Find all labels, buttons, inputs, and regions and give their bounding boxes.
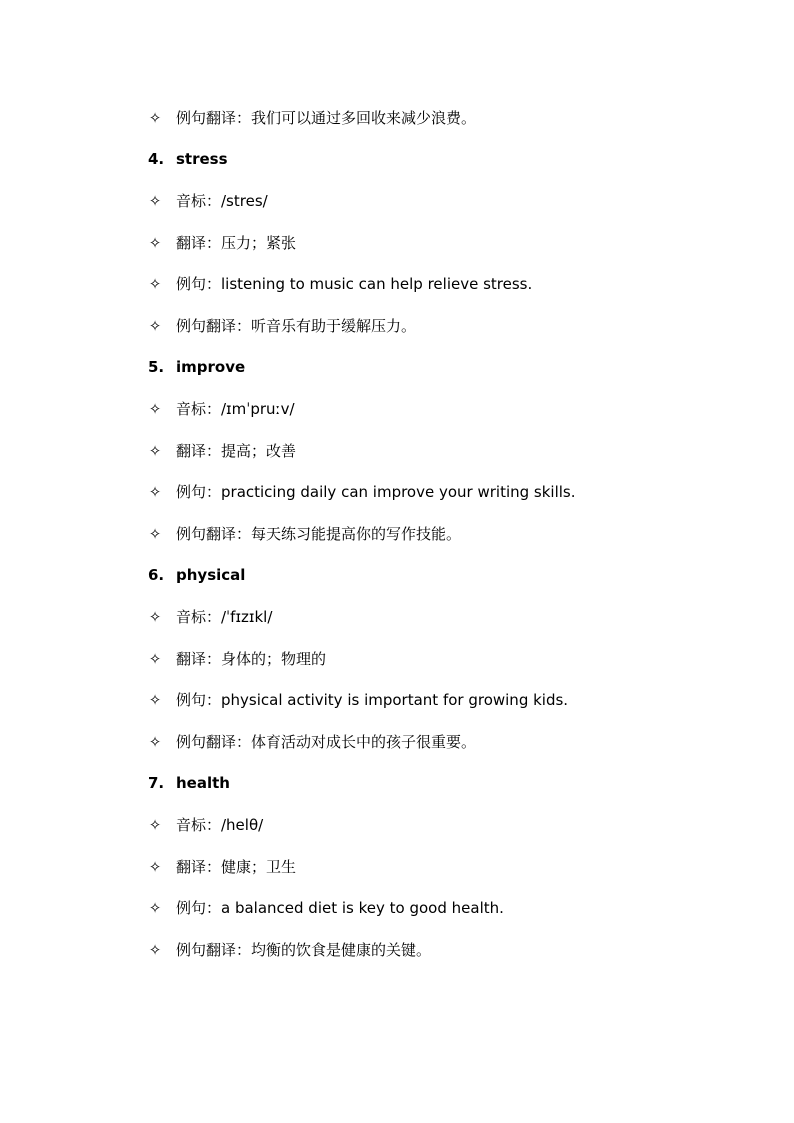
list-item [0,105,794,131]
entry-example: 例句：listening to music can help relieve stress. [176,275,533,293]
diamond-star-icon: ✧ [148,650,162,668]
list-item [0,646,794,672]
entry-translation: 翻译：健康；卫生 [176,858,297,876]
diamond-star-icon: ✧ [148,109,162,127]
entry-translation: 翻译：提高；改善 [176,442,297,460]
entry-phonetic: 音标：/ˈfɪzɪkl/ [176,608,273,626]
entry-heading [0,146,794,172]
entry-phonetic: 音标：/stres/ [176,192,268,210]
example-translation: 例句翻译：均衡的饮食是健康的关键。 [176,941,432,959]
entry-word: health [176,774,230,792]
list-item [0,812,794,838]
list-item [0,230,794,256]
list-item [0,937,794,963]
list-item [0,396,794,422]
entry-example: 例句：physical activity is important for growing kids. [176,691,569,709]
list-item [0,188,794,214]
example-translation: 例句翻译：我们可以通过多回收来减少浪费。 [176,109,477,127]
list-item [0,521,794,547]
example-translation: 例句翻译：体育活动对成长中的孩子很重要。 [176,733,477,751]
entry-number: 5. [148,358,165,376]
list-item [0,854,794,880]
list-item [0,895,794,921]
entry-number: 7. [148,774,165,792]
list-item [0,438,794,464]
example-translation: 例句翻译：听音乐有助于缓解压力。 [176,317,417,335]
diamond-star-icon: ✧ [148,400,162,418]
diamond-star-icon: ✧ [148,608,162,626]
list-item [0,604,794,630]
list-item [0,687,794,713]
entry-number: 6. [148,566,165,584]
entry-example: 例句：a balanced diet is key to good health. [176,899,504,917]
diamond-star-icon: ✧ [148,733,162,751]
diamond-star-icon: ✧ [148,816,162,834]
list-item [0,729,794,755]
list-item [0,271,794,297]
entry-word: physical [176,566,246,584]
entry-heading [0,354,794,380]
diamond-star-icon: ✧ [148,483,162,501]
list-item [0,313,794,339]
list-item [0,479,794,505]
diamond-star-icon: ✧ [148,691,162,709]
entry-heading [0,562,794,588]
entry-word: stress [176,150,228,168]
entry-phonetic: 音标：/helθ/ [176,816,264,834]
diamond-star-icon: ✧ [148,941,162,959]
entry-heading [0,770,794,796]
diamond-star-icon: ✧ [148,192,162,210]
entry-translation: 翻译：身体的；物理的 [176,650,327,668]
entry-translation: 翻译：压力；紧张 [176,234,297,252]
entry-phonetic: 音标：/ɪmˈpruːv/ [176,400,295,418]
diamond-star-icon: ✧ [148,899,162,917]
diamond-star-icon: ✧ [148,317,162,335]
example-translation: 例句翻译：每天练习能提高你的写作技能。 [176,525,462,543]
diamond-star-icon: ✧ [148,275,162,293]
diamond-star-icon: ✧ [148,525,162,543]
entry-word: improve [176,358,246,376]
diamond-star-icon: ✧ [148,858,162,876]
diamond-star-icon: ✧ [148,234,162,252]
entry-example: 例句：practicing daily can improve your writing skills. [176,483,576,501]
diamond-star-icon: ✧ [148,442,162,460]
entry-number: 4. [148,150,165,168]
